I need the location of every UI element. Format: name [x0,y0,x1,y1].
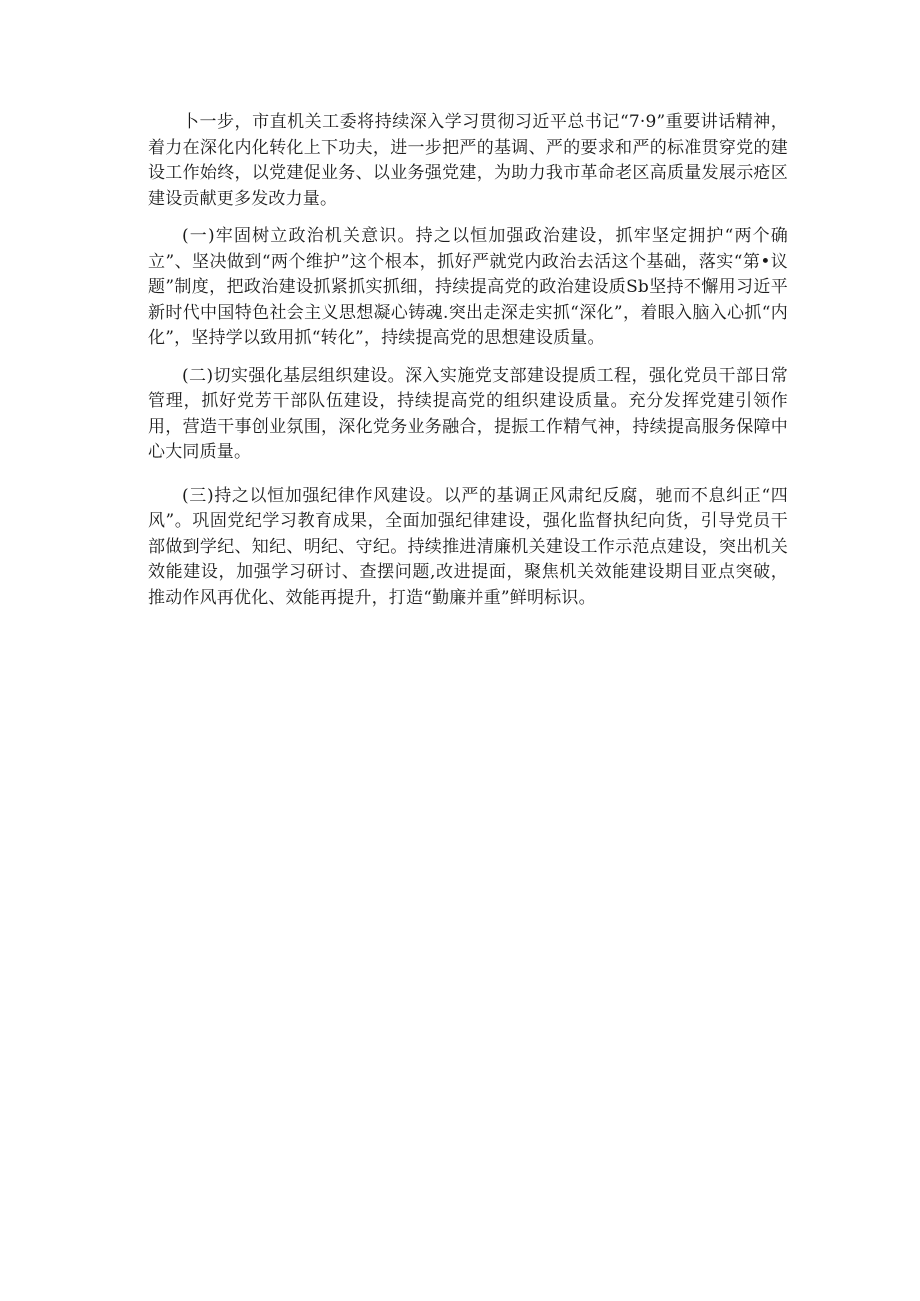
document-body [148,110,788,623]
paragraph-section-2: (二)切实强化基层组织建设。深入实施党支部建设提质工程，强化党员干部日常管理，抓好党芳干部队伍建设，持续提高党的组织建设质量。充分发挥党建引领作用，营造干事创业氛围，深化党务业务融合，提振工作精气神，持续提高服务保障中心大同质量。 [148,365,788,462]
paragraph-section-3: (三)持之以恒加强纪律作风建设。以严的基调正风肃纪反腐，驰而不息纠正“四风”。巩固党纪学习教育成果，全面加强纪律建设，强化监督执纪向货，引导党员干部做到学纪、知纪、明纪、守纪。持续推进清廉机关建设工作示范点建设，突出机关效能建设，加强学习研讨、查摆问题,改进提面，聚焦机关效能建设期目亚点突破，推动作风再优化、效能再提升，打造“勤廉并重”鲜明标识。 [148,485,788,608]
paragraph-intro: 卜一步，市直机关工委将持续深入学习贯彻习近平总书记“7·9”重要讲话精神，着力在深化内化转化上下功夫，进一步把严的基调、严的要求和严的标准贯穿党的建设工作始终，以党建促业务、以业务强党建，为助力我市革命老区高质量发展示疮区建设贡献更多发改力量。 [148,112,788,209]
paragraph-section-1: (一)牢固树立政治机关意识。持之以恒加强政治建设，抓牢坚定拥护“两个确立”、坚决做到“两个维护”这个根本，抓好严就党内政治去活这个基础，落实“第•议题”制度，把政治建设抓紧抓实抓细，持续提高党的政治建设质Sb坚持不懈用习近平新时代中国特色社会主义思想凝心铸魂.突出走深走实抓“深化”，着眼入脑入心抓“内化”，坚持学以致用抓“转化”，持续提高党的思想建设质量。 [148,226,788,348]
